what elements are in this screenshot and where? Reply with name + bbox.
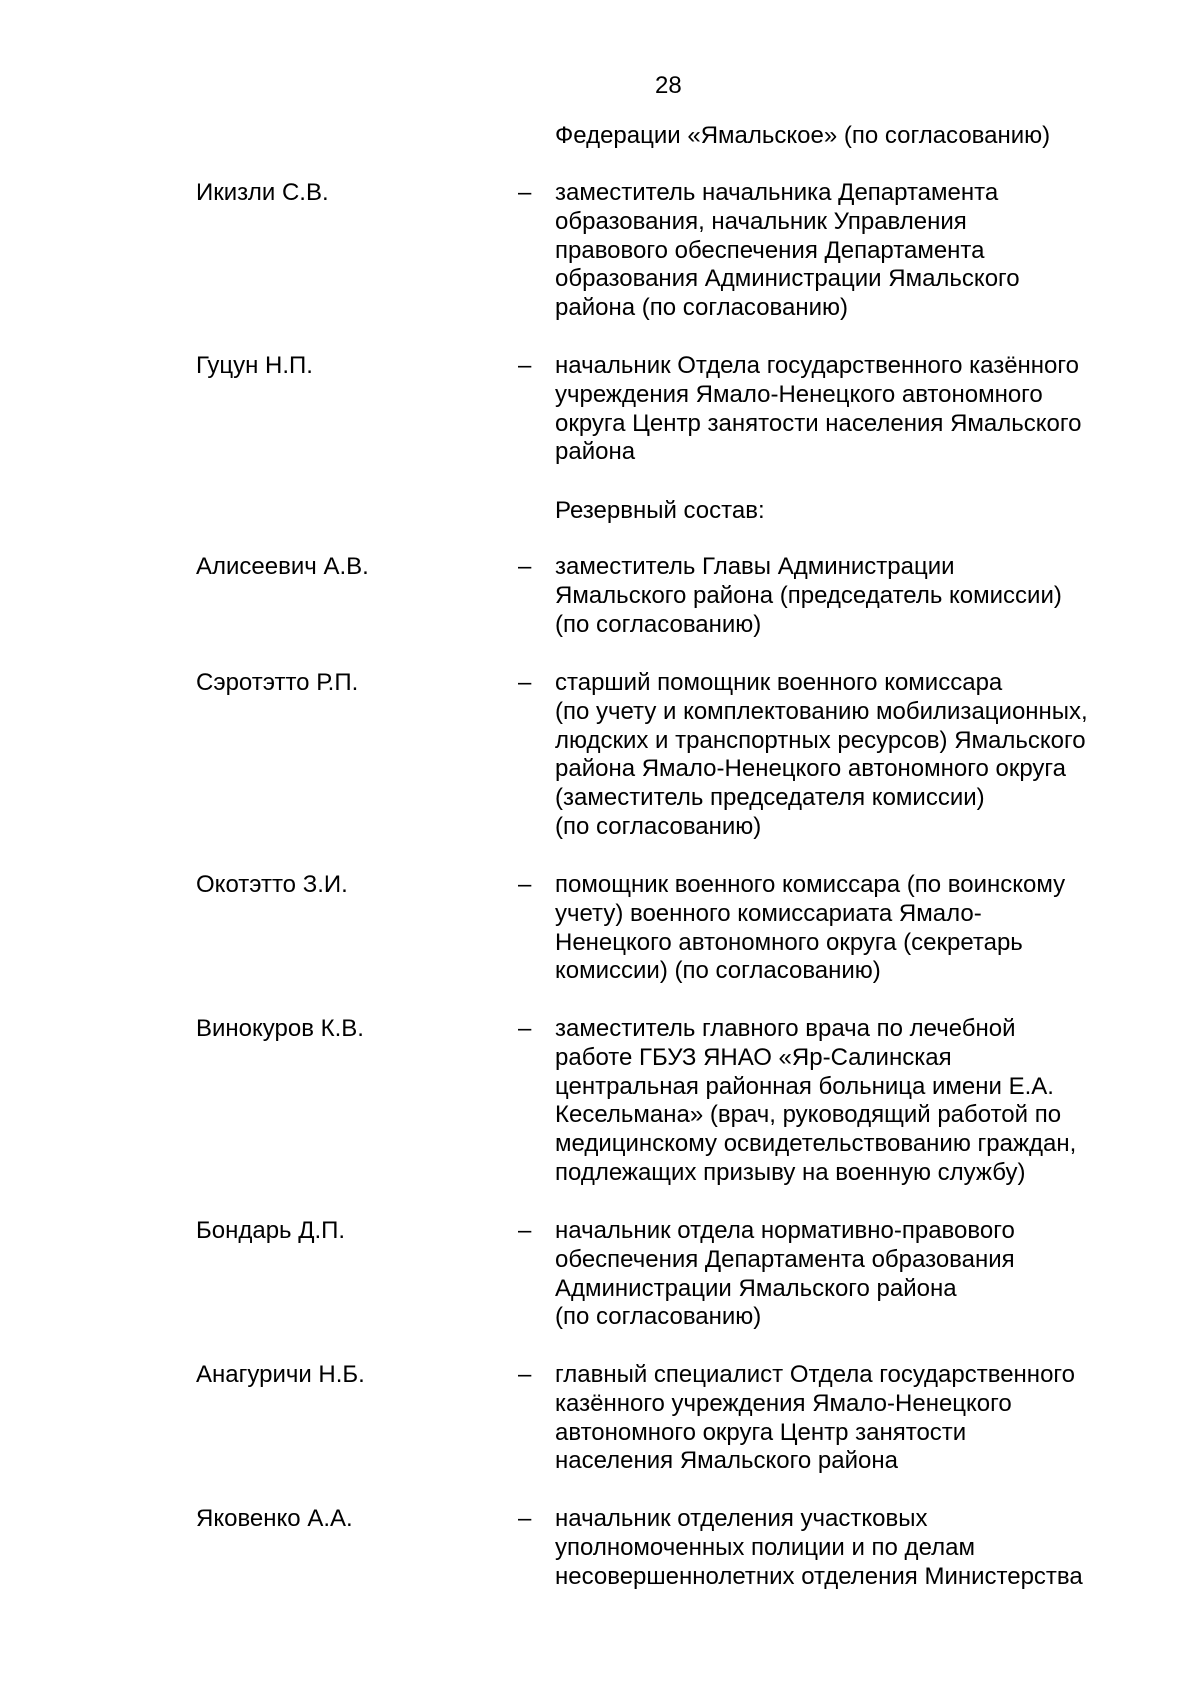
- description-line: населения Ямальского района: [555, 1447, 898, 1475]
- description-line: округа Центр занятости населения Ямальского: [555, 409, 1082, 437]
- description-line: района Ямало-Ненецкого автономного округа: [555, 755, 1066, 783]
- member-name: Икизли С.В.: [196, 179, 329, 206]
- continuation-text: Федерации «Ямальское» (по согласованию): [555, 122, 1051, 149]
- description-line: автономного округа Центр занятости: [555, 1418, 967, 1446]
- description-line: главный специалист Отдела государственного: [555, 1361, 1075, 1388]
- dash-separator: –: [518, 179, 532, 206]
- description-line: уполномоченных полиции и по делам: [555, 1533, 975, 1561]
- dash-separator: –: [518, 1217, 532, 1244]
- description-line: (по учету и комплектованию мобилизационных,: [555, 697, 1088, 725]
- member-description: [555, 669, 1165, 842]
- description-line: (по согласованию): [555, 610, 762, 638]
- description-line: старший помощник военного комиссара: [555, 669, 1003, 696]
- description-line: района: [555, 438, 636, 466]
- member-name: Алисеевич А.В.: [196, 553, 369, 580]
- member-name: Окотэтто З.И.: [196, 871, 348, 898]
- description-line: (по согласованию): [555, 812, 762, 840]
- dash-separator: –: [518, 1015, 532, 1042]
- description-line: района (по согласованию): [555, 294, 849, 322]
- member-description: [555, 1217, 1165, 1332]
- description-line: медицинскому освидетельствованию граждан,: [555, 1130, 1077, 1158]
- description-line: (заместитель председателя комиссии): [555, 784, 985, 812]
- member-description: [555, 1015, 1165, 1188]
- dash-separator: –: [518, 1505, 532, 1532]
- dash-separator: –: [518, 553, 532, 580]
- description-line: комиссии) (по согласованию): [555, 957, 881, 985]
- member-name: Гуцун Н.П.: [196, 352, 313, 379]
- description-line: образования Администрации Ямальского: [555, 265, 1020, 293]
- description-line: образования, начальник Управления: [555, 207, 967, 235]
- description-line: Ямальского района (председатель комиссии): [555, 581, 1062, 609]
- description-line: начальник Отдела государственного казённого: [555, 352, 1079, 379]
- description-line: подлежащих призыву на военную службу): [555, 1158, 1026, 1186]
- member-name: Яковенко А.А.: [196, 1505, 353, 1532]
- description-line: (по согласованию): [555, 1303, 762, 1331]
- description-line: учету) военного комиссариата Ямало-: [555, 899, 982, 927]
- description-line: Ненецкого автономного округа (секретарь: [555, 928, 1023, 956]
- description-line: людских и транспортных ресурсов) Ямальского: [555, 726, 1086, 754]
- reserve-heading: Резервный состав:: [555, 497, 765, 524]
- page-number: 28: [655, 72, 682, 99]
- description-line: учреждения Ямало-Ненецкого автономного: [555, 380, 1043, 408]
- description-line: Кесельмана» (врач, руководящий работой по: [555, 1101, 1062, 1129]
- description-line: помощник военного комиссара (по воинскому: [555, 871, 1066, 898]
- member-description: [555, 553, 1165, 639]
- description-line: заместитель начальника Департамента: [555, 179, 999, 206]
- description-line: правового обеспечения Департамента: [555, 236, 985, 264]
- member-description: [555, 1505, 1165, 1591]
- dash-separator: –: [518, 1361, 532, 1388]
- dash-separator: –: [518, 871, 532, 898]
- member-description: [555, 871, 1165, 986]
- member-name: Анагуричи Н.Б.: [196, 1361, 365, 1388]
- member-description: [555, 352, 1165, 467]
- description-line: Администрации Ямальского района: [555, 1274, 957, 1302]
- description-line: обеспечения Департамента образования: [555, 1245, 1015, 1273]
- member-name: Сэротэтто Р.П.: [196, 669, 359, 696]
- dash-separator: –: [518, 669, 532, 696]
- description-line: казённого учреждения Ямало-Ненецкого: [555, 1389, 1012, 1417]
- member-description: [555, 179, 1165, 323]
- description-line: заместитель главного врача по лечебной: [555, 1015, 1016, 1042]
- dash-separator: –: [518, 352, 532, 379]
- member-name: Винокуров К.В.: [196, 1015, 364, 1042]
- description-line: заместитель Главы Администрации: [555, 553, 955, 580]
- description-line: начальник отдела нормативно-правового: [555, 1217, 1015, 1244]
- description-line: работе ГБУЗ ЯНАО «Яр-Салинская: [555, 1043, 952, 1071]
- member-name: Бондарь Д.П.: [196, 1217, 346, 1244]
- description-line: центральная районная больница имени Е.А.: [555, 1072, 1054, 1100]
- description-line: несовершеннолетних отделения Министерства: [555, 1562, 1083, 1590]
- description-line: начальник отделения участковых: [555, 1505, 928, 1532]
- member-description: [555, 1361, 1165, 1476]
